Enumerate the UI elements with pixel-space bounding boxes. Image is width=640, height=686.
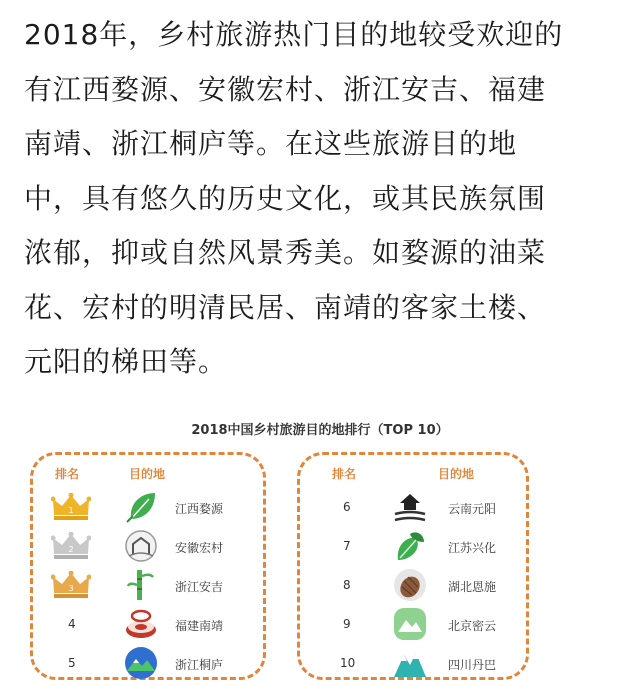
destination-name: 福建南靖 xyxy=(175,619,224,633)
ranking-panel-right xyxy=(297,452,529,680)
tulou-icon xyxy=(123,606,159,642)
destination-name: 浙江桐庐 xyxy=(175,658,224,672)
article-line: 元阳的梯田等。 xyxy=(24,345,228,378)
destination-name: 江西婺源 xyxy=(175,502,224,516)
green-leaf-icon xyxy=(123,489,159,525)
bronze-crown-icon xyxy=(51,571,91,599)
rank-header: 排名 xyxy=(332,467,357,481)
rank-num: 5 xyxy=(68,656,76,670)
article-line: 2018年，乡村旅游热门目的地较受欢迎的 xyxy=(24,18,564,51)
green-vegetable-icon xyxy=(392,528,428,564)
ranking-row xyxy=(33,645,263,681)
ranking-title: 2018中国乡村旅游目的地排行（TOP 10） xyxy=(191,423,449,438)
destination-name: 安徽宏村 xyxy=(175,541,224,555)
article-text xyxy=(24,8,624,390)
rank-num: 7 xyxy=(343,539,351,553)
ranking-panel-left xyxy=(30,452,266,680)
ranking-row xyxy=(300,489,526,525)
rank-num: 3 xyxy=(68,584,74,593)
ranking-row xyxy=(33,567,263,603)
article-line: 中，具有悠久的历史文化，或其民族氛围 xyxy=(24,181,547,215)
article-line: 南靖、浙江桐庐等。在这些旅游目的地 xyxy=(24,127,518,160)
silver-crown-icon xyxy=(51,532,91,560)
ink-village-icon xyxy=(123,528,159,564)
ranking-row xyxy=(300,606,526,642)
article-line: 有江西婺源、安徽宏村、浙江安吉、福建 xyxy=(24,72,547,106)
rank-num: 1 xyxy=(68,506,74,515)
article-line: 浓郁，抑或自然风景秀美。如婺源的油菜 xyxy=(24,236,547,269)
destination-name: 湖北恩施 xyxy=(448,580,497,594)
rank-header: 排名 xyxy=(55,467,80,481)
ranking-row xyxy=(300,528,526,564)
ranking-infographic xyxy=(0,412,640,686)
terrace-house-icon xyxy=(392,489,428,525)
ranking-row xyxy=(300,645,526,681)
destination-header: 目的地 xyxy=(438,467,475,481)
destination-header: 目的地 xyxy=(129,467,166,481)
destination-name: 浙江安吉 xyxy=(175,580,224,594)
gourd-icon xyxy=(392,567,428,603)
destination-name: 江苏兴化 xyxy=(448,541,497,555)
ranking-row xyxy=(33,606,263,642)
rank-num: 10 xyxy=(340,656,356,670)
rank-num: 2 xyxy=(68,545,74,554)
green-hill-icon xyxy=(392,606,428,642)
destination-name: 北京密云 xyxy=(448,619,497,633)
destination-name: 云南元阳 xyxy=(448,502,497,516)
rank-num: 4 xyxy=(68,617,76,631)
article-line: 花、宏村的明清民居、南靖的客家土楼、 xyxy=(24,290,547,324)
ranking-row xyxy=(33,489,263,525)
rank-num: 6 xyxy=(343,500,351,514)
ranking-row xyxy=(33,528,263,564)
blue-mountain-icon xyxy=(123,645,159,681)
bamboo-icon xyxy=(123,567,159,603)
destination-name: 四川丹巴 xyxy=(448,658,497,672)
gold-crown-icon xyxy=(51,493,91,521)
rank-num: 9 xyxy=(343,617,351,631)
ranking-row xyxy=(300,567,526,603)
teal-peaks-icon xyxy=(392,645,428,681)
rank-num: 8 xyxy=(343,578,351,592)
